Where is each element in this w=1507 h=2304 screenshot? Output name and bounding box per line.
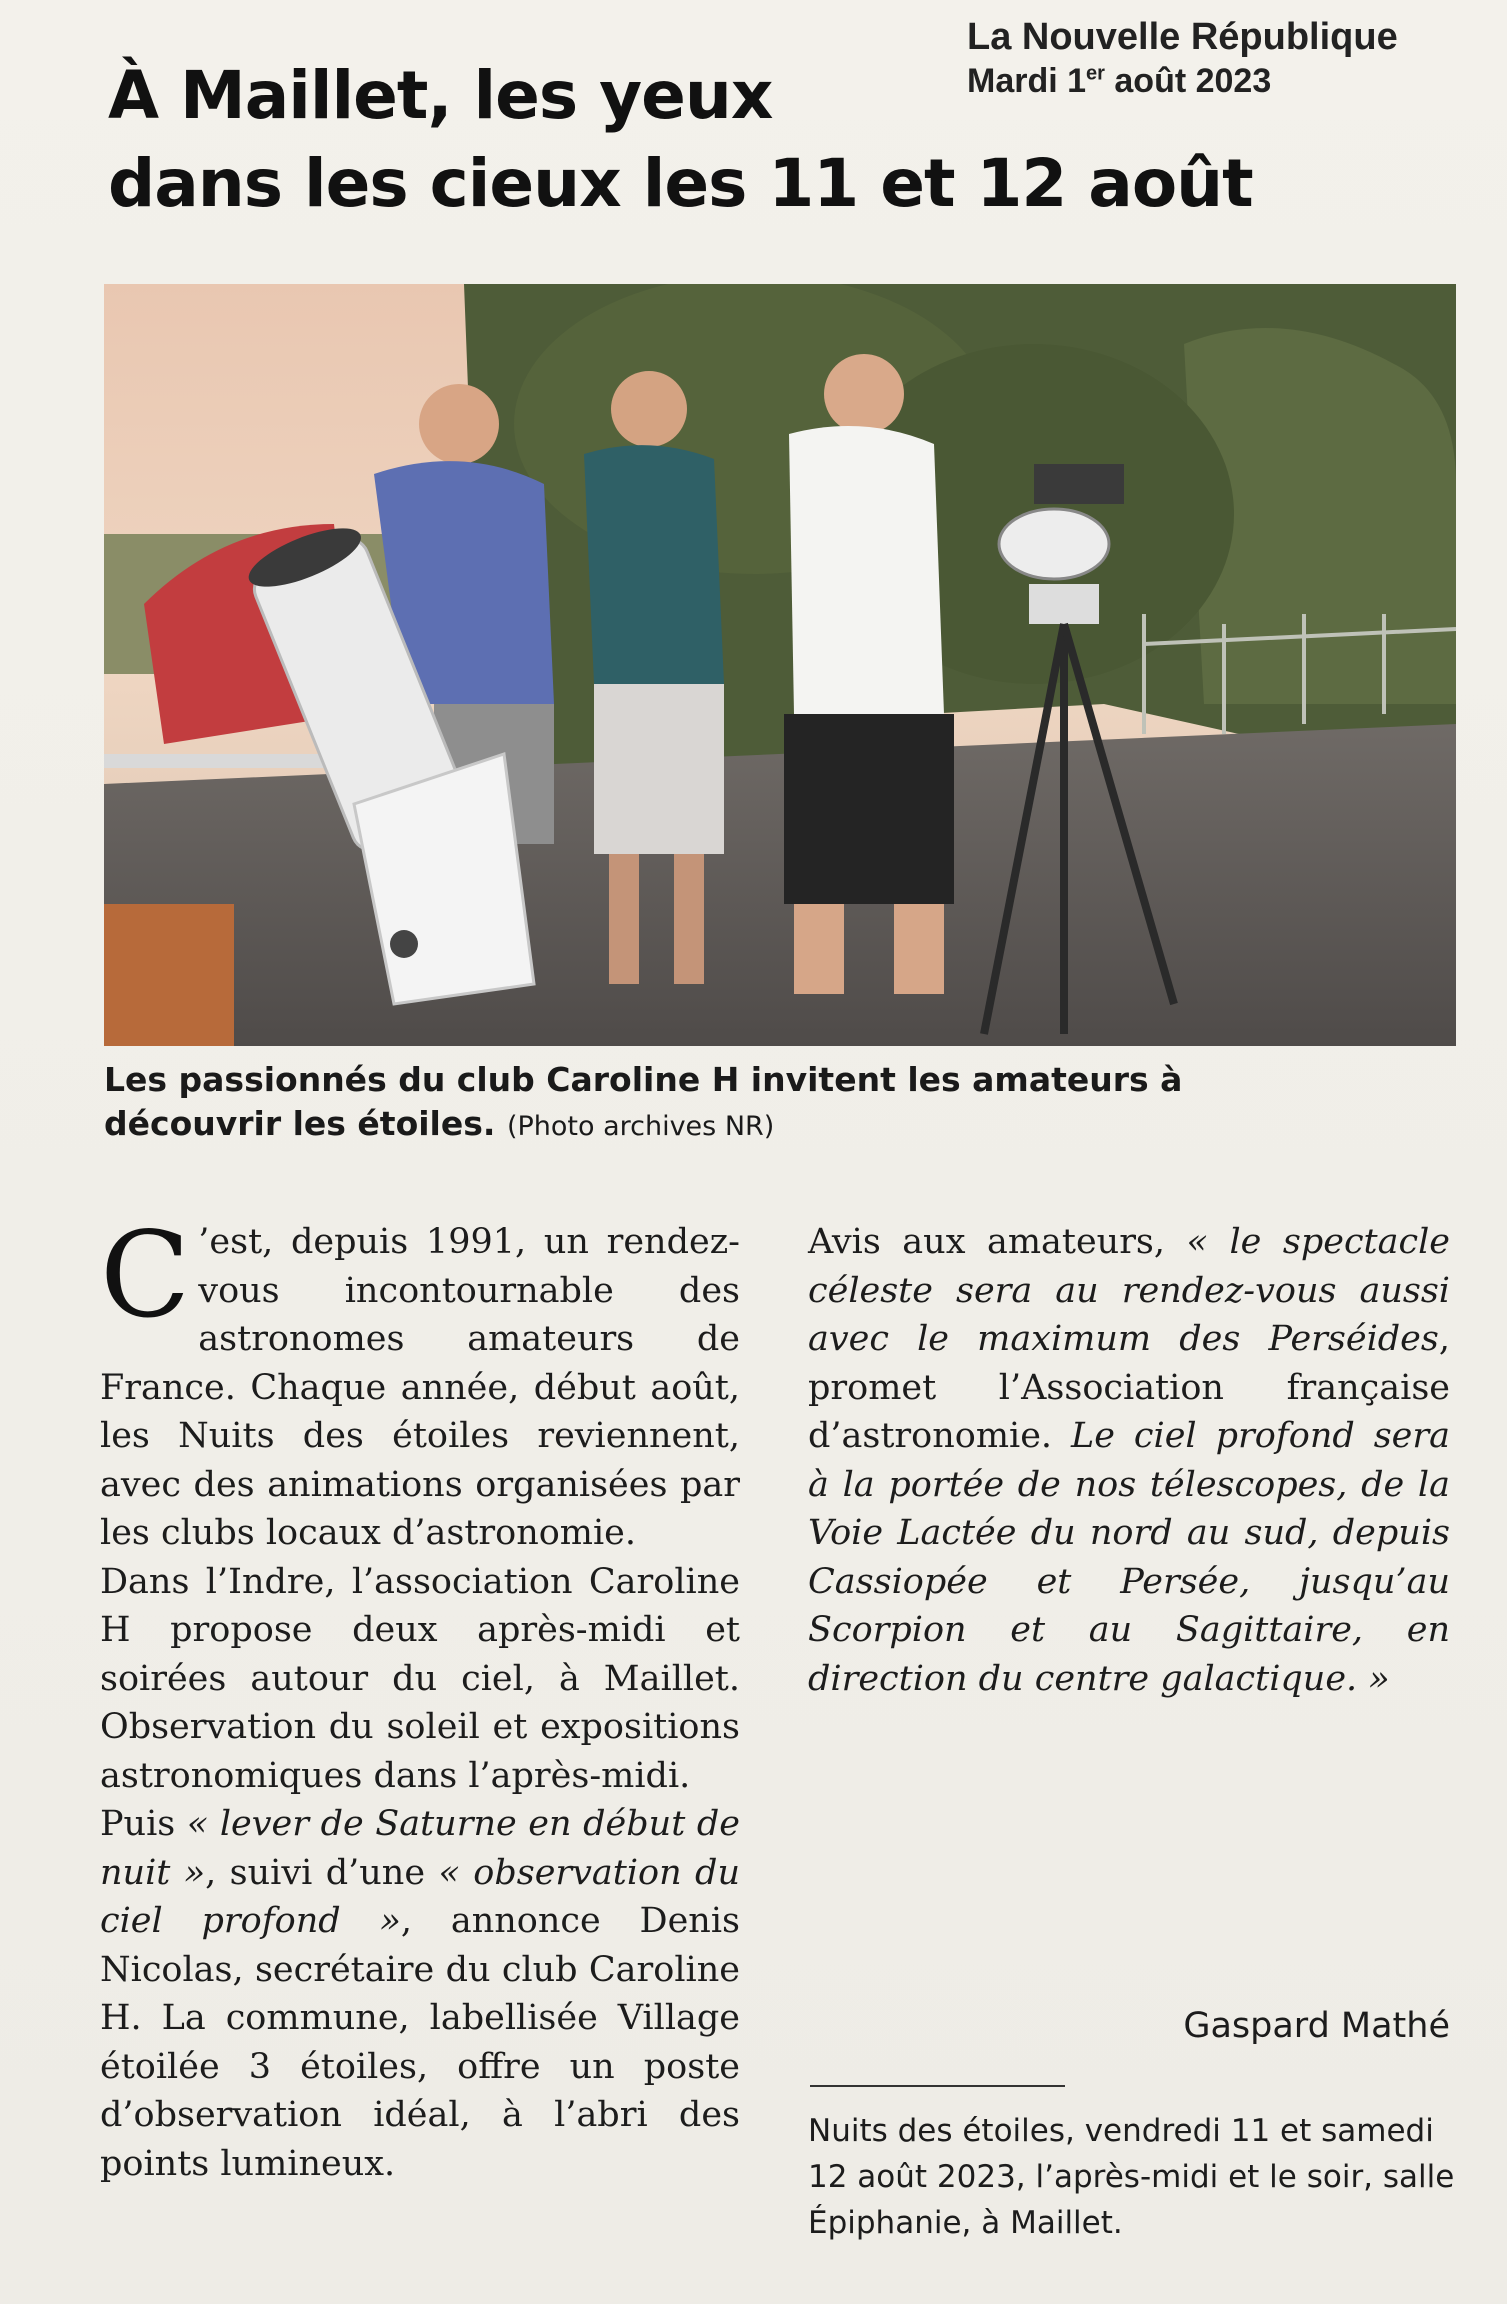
newspaper-name: La Nouvelle République (967, 16, 1398, 58)
paragraph-4 (808, 1218, 1450, 1703)
date-sup: er (1086, 62, 1105, 85)
p3-text-e: , annonce Denis Nicolas, secrétaire du club Caroline H. La commune, labellisée Village étoilée 3 étoiles, offre un poste d’observation idéal, à l’abri des points lumineux. (100, 1901, 740, 2184)
p3-text-c: , suivi d’une (205, 1852, 439, 1893)
paragraph-1-text: ’est, depuis 1991, un rendez-vous incontournable des astronomes amateurs de France. Chaque année, début août, les Nuits des étoiles reviennent, avec des animations organisées par les clubs locaux d’astronomie. (100, 1222, 740, 1553)
article-photo (104, 284, 1456, 1046)
date-prefix: Mardi 1 (967, 62, 1087, 100)
p4-text-c: , promet l’Association française d’astronomie. (808, 1319, 1450, 1456)
article-column-left (100, 1206, 740, 2188)
p4-text-a: Avis aux amateurs, (808, 1222, 1187, 1262)
photo-credit: (Photo archives NR) (506, 1111, 775, 1142)
paragraph-3 (100, 1800, 740, 2188)
photo-telescopes-icon (104, 284, 1456, 1046)
article-headline (108, 52, 1408, 228)
p3-text-a: Puis (100, 1804, 187, 1844)
p4-quote-1: « le spectacle céleste sera au rendez-vous aussi avec le maximum des Perséides (808, 1222, 1450, 1359)
p3-quote-1: « lever de Saturne en début de nuit » (100, 1804, 740, 1893)
event-info: Nuits des étoiles, vendredi 11 et samedi 12 août 2023, l’après-midi et le soir, salle Épiphanie, à Maillet. (808, 2113, 1455, 2241)
author-signature: Gaspard Mathé (1183, 2006, 1450, 2046)
p4-quote-2: Le ciel profond sera à la portée de nos télescopes, de la Voie Lactée du nord au sud, depuis Cassiopée et Persée, jusqu’au Scorpion et au Sagittaire, en direction du centre galactique. » (808, 1416, 1450, 1699)
paragraph-1 (100, 1206, 740, 1558)
headline-line-1: À Maillet, les yeux (108, 57, 773, 134)
paragraph-2: Dans l’Indre, l’association Caroline H propose deux après-midi et soirées autour du ciel, à Maillet. Observation du soleil et expositions astronomiques dans l’après-midi. (100, 1561, 740, 1796)
drop-cap: C (100, 1206, 191, 1344)
p3-quote-2: « observation du ciel profond » (100, 1852, 740, 1941)
divider (810, 2085, 1065, 2087)
date-suffix: août 2023 (1104, 62, 1272, 100)
article-column-right (808, 1218, 1450, 1703)
photo-caption (104, 1058, 1324, 1149)
caption-text: Les passionnés du club Caroline H invitent les amateurs à découvrir les étoiles. (104, 1060, 1183, 1143)
headline-line-2: dans les cieux les 11 et 12 août (108, 145, 1253, 222)
